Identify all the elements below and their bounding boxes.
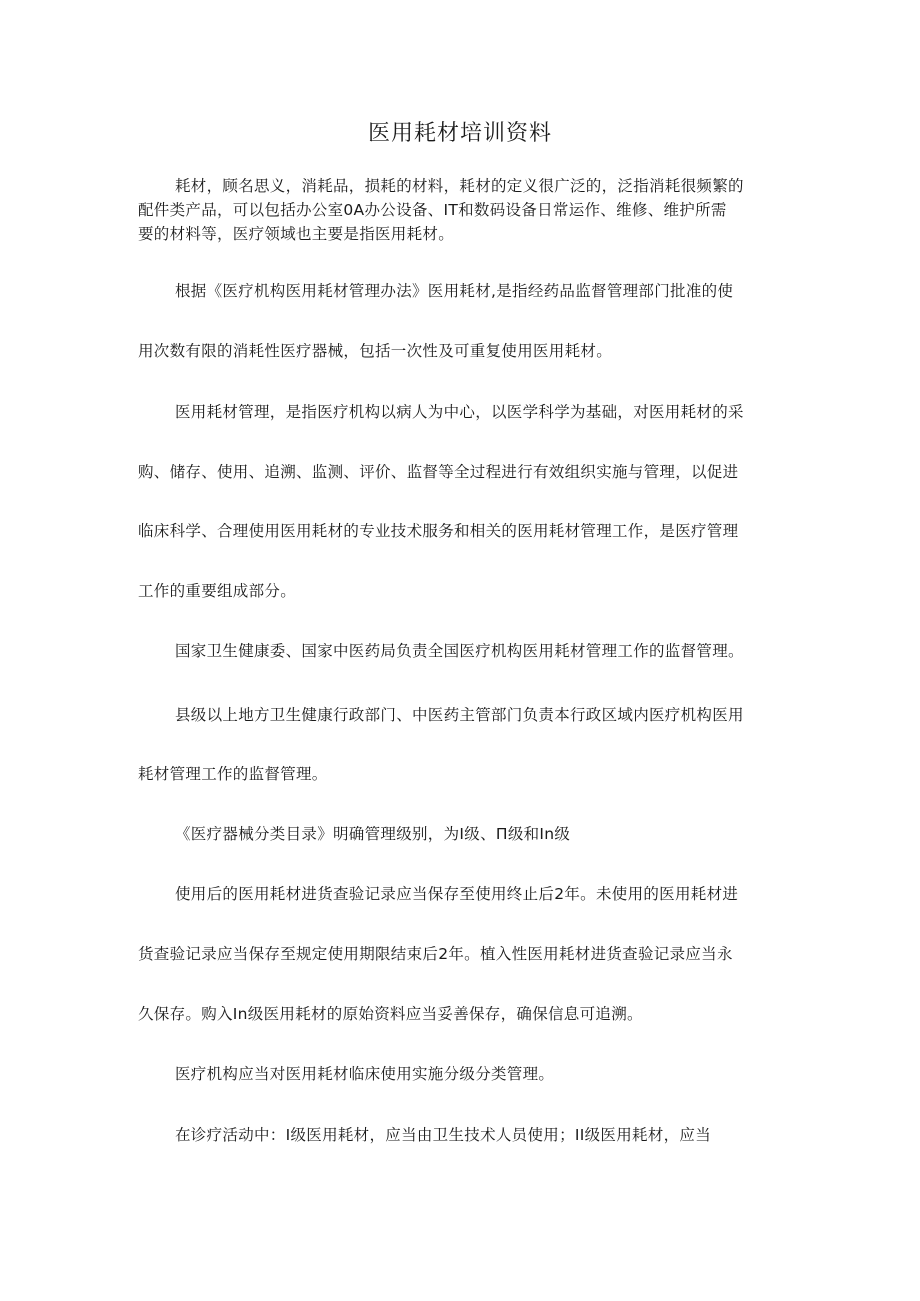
paragraph-3-line-2: 购、储存、使用、追溯、监测、评价、监督等全过程进行有效组织实施与管理，以促进 — [138, 463, 739, 481]
paragraph-6-line-1: 《医疗器械分类目录》明确管理级别，为Ⅰ级、Π级和In级 — [175, 825, 571, 843]
paragraph-1-line-1: 耗材，顾名思义，消耗品，损耗的材料，耗材的定义很广泛的，泛指消耗很频繁的 — [175, 177, 744, 195]
paragraph-3-line-3: 临床科学、合理使用医用耗材的专业技术服务和相关的医用耗材管理工作，是医疗管理 — [138, 522, 739, 540]
paragraph-7-line-1: 使用后的医用耗材进货查验记录应当保存至使用终止后2年。未使用的医用耗材进 — [175, 885, 739, 903]
paragraph-1-line-2: 配件类产品，可以包括办公室0A办公设备、IT和数码设备日常运作、维修、维护所需 — [138, 201, 727, 219]
paragraph-7-line-3: 久保存。购入In级医用耗材的原始资料应当妥善保存，确保信息可追溯。 — [138, 1005, 643, 1023]
paragraph-4-line-1: 国家卫生健康委、国家中医药局负责全国医疗机构医用耗材管理工作的监督管理。 — [175, 642, 744, 660]
paragraph-3-line-4: 工作的重要组成部分。 — [138, 582, 297, 600]
document-title: 医用耗材培训资料 — [367, 121, 552, 146]
paragraph-3-line-1: 医用耗材管理，是指医疗机构以病人为中心，以医学科学为基础，对医用耗材的采 — [175, 403, 744, 421]
paragraph-2-line-2: 用次数有限的消耗性医疗器械，包括一次性及可重复使用医用耗材。 — [138, 342, 613, 360]
paragraph-5-line-1: 县级以上地方卫生健康行政部门、中医药主管部门负责本行政区域内医疗机构医用 — [175, 706, 744, 724]
paragraph-9-line-1: 在诊疗活动中：Ⅰ级医用耗材，应当由卫生技术人员使用；II级医用耗材，应当 — [175, 1126, 712, 1144]
paragraph-2-line-1: 根据《医疗机构医用耗材管理办法》医用耗材,是指经药品监督管理部门批准的使 — [175, 282, 734, 300]
paragraph-5-line-2: 耗材管理工作的监督管理。 — [138, 765, 328, 783]
paragraph-7-line-2: 货查验记录应当保存至规定使用期限结束后2年。植入性医用耗材进货查验记录应当永 — [138, 945, 733, 963]
paragraph-8-line-1: 医疗机构应当对医用耗材临床使用实施分级分类管理。 — [175, 1065, 555, 1083]
paragraph-1-line-3: 要的材料等，医疗领域也主要是指医用耗材。 — [138, 225, 455, 243]
